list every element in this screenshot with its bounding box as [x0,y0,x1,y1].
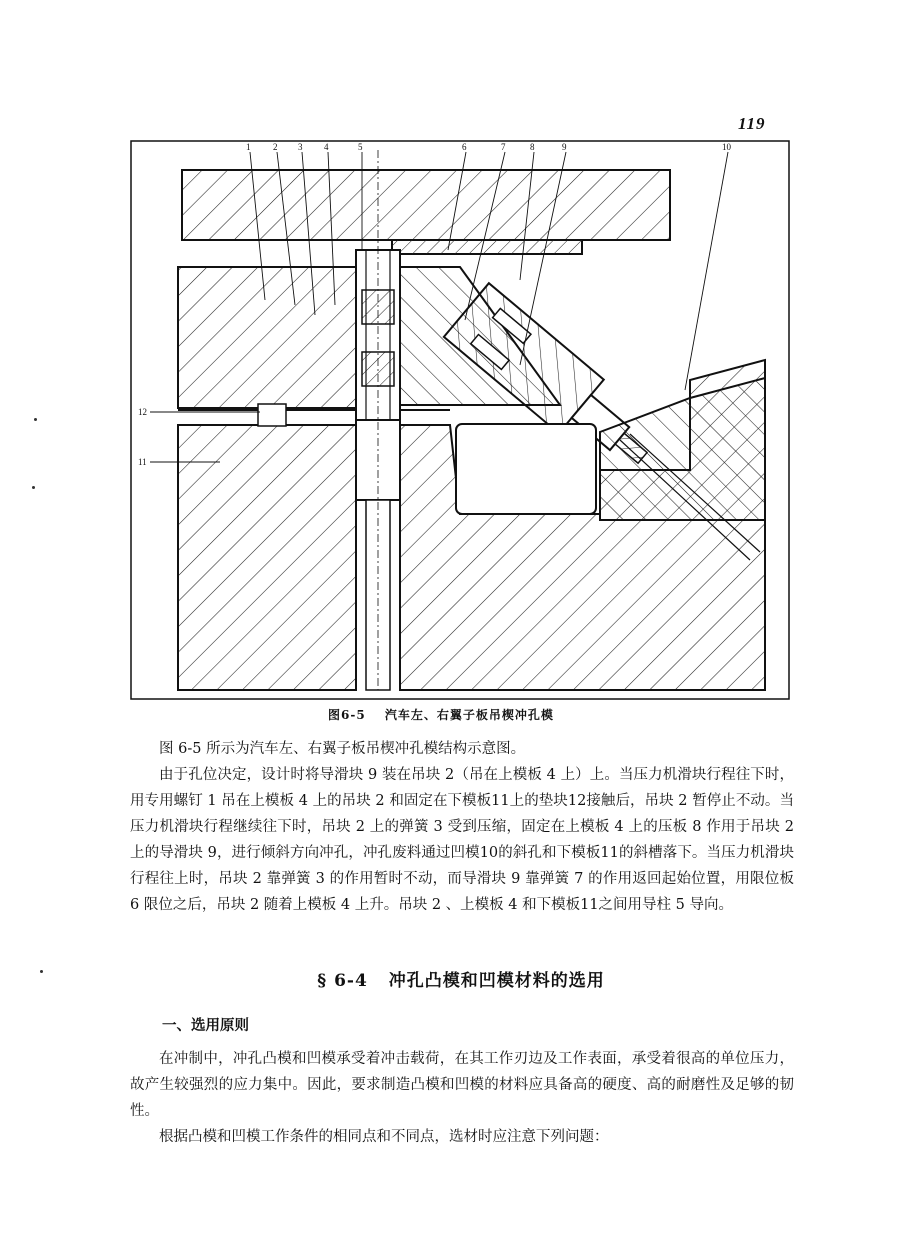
subsection-heading: 一、选用原则 [162,1017,249,1034]
upper-die-plate [182,170,670,254]
scan-speck [34,418,37,421]
svg-text:3: 3 [298,142,303,152]
section-title [0,966,922,991]
svg-text:12: 12 [138,407,147,417]
section-heading: 冲孔凸模和凹模材料的选用 [388,971,605,991]
svg-text:11: 11 [138,457,147,467]
scan-speck [32,486,35,489]
pad-block [258,404,286,426]
paragraph: 在冲制中，冲孔凸模和凹模承受着冲击载荷，在其工作刃边及工作表面，承受着很高的单位压力，故产生较强烈的应力集中。因此，要求制造凸模和凹模的材料应具备高的硬度、高的耐磨性及足够的韧性。 [130,1051,794,1119]
svg-text:1: 1 [246,142,251,152]
svg-text:4: 4 [324,142,329,152]
paragraph: 图 6-5 所示为汽车左、右翼子板吊楔冲孔模结构示意图。 [159,741,526,757]
svg-text:10: 10 [722,142,731,152]
section-number: § 6-4 [317,971,368,991]
svg-text:5: 5 [358,142,363,152]
svg-text:7: 7 [501,142,506,152]
svg-text:8: 8 [530,142,535,152]
svg-text:9: 9 [562,142,567,152]
body-text-2 [130,1046,794,1150]
body-text [130,736,794,918]
figure-number: 图6-5 [328,708,366,722]
figure-caption [328,706,554,723]
svg-text:6: 6 [462,142,467,152]
paragraph: 根据凸模和凹模工作条件的相同点和不同点，选材时应注意下列问题： [159,1129,609,1145]
figure-title: 汽车左、右翼子板吊楔冲孔模 [384,708,554,722]
page-number: 119 [738,114,766,133]
scan-speck [40,970,43,973]
svg-text:2: 2 [273,142,278,152]
punching-die-drawing [130,140,790,700]
paragraph: 由于孔位决定，设计时将导滑块 9 装在吊块 2（吊在上模板 4 上）上。当压力机滑块行程往下时，用专用螺钉 1 吊在上模板 4 上的吊块 2 和固定在下模板11上的垫块12接触后，吊块 2 暂停止不动。当压力机滑块行程继续往下时，吊块 2 上的弹簧 3 受到压缩，固定在上模板 4 上的压板 8 作用于吊块 2 上的导滑块 9，进行倾斜方向冲孔，冲孔废料通过凹模10的斜孔和下模板11的斜槽落下。当压力机滑块行程往上时，吊块 2 靠弹簧 3 的作用暂时不动，而导滑块 9 靠弹簧 7 的作用返回起始位置，用限位板 6 限位之后，吊块 2 随着上模板 4 上升。吊块 2 、上模板 4 和下模板11之间用导柱 5 导向。 [130,767,794,913]
